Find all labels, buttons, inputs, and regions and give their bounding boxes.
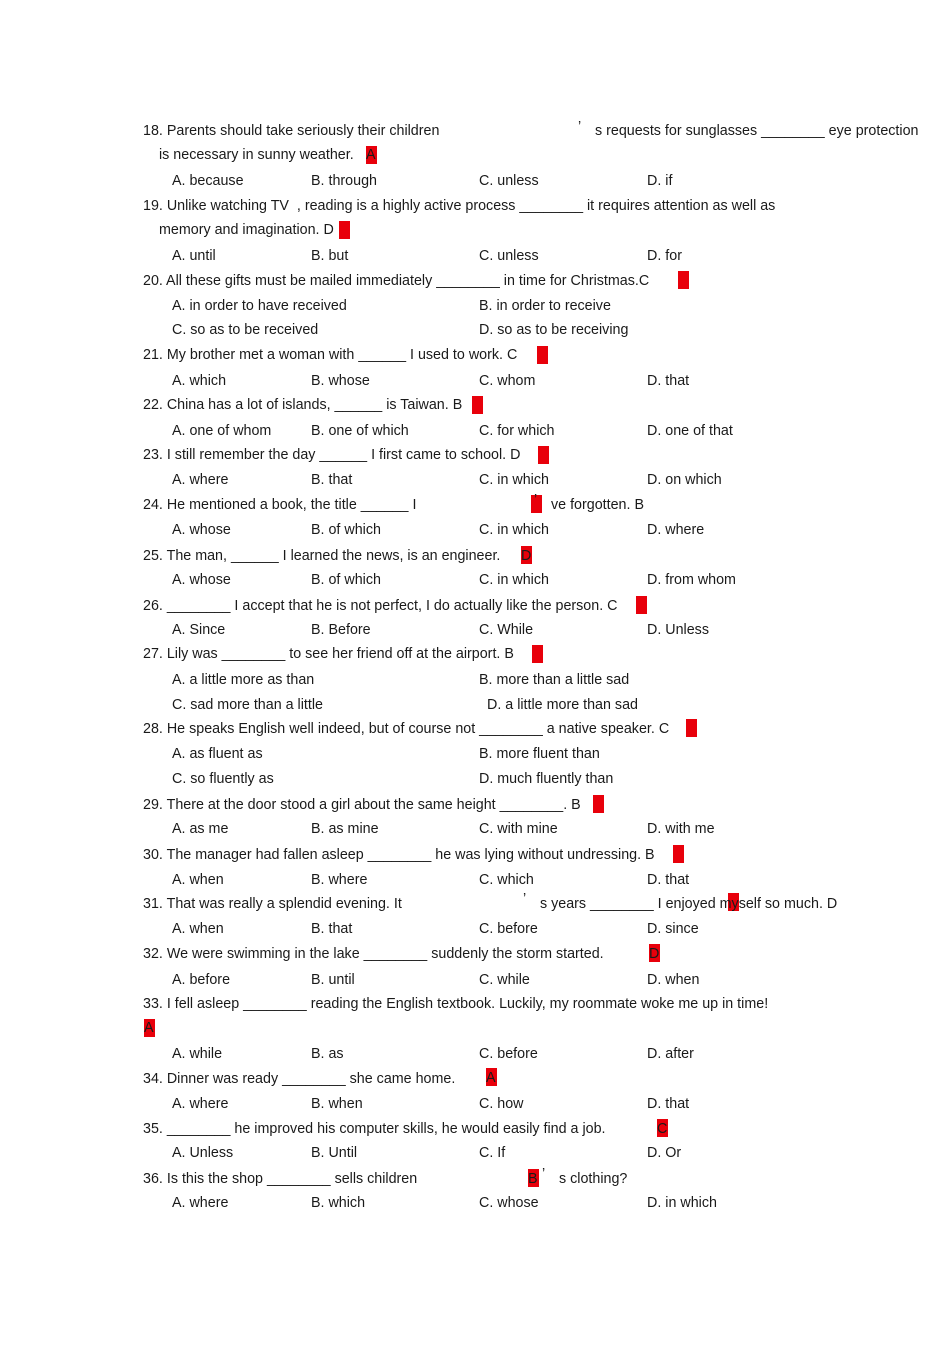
- answer-highlight: [339, 221, 350, 239]
- q28-option-c: C. so fluently as: [172, 771, 274, 787]
- q24-option-b: B. of which: [311, 522, 381, 538]
- q24-option-d: D. where: [647, 522, 705, 538]
- q31-stem: 31. That was really a splendid evening. It: [143, 896, 402, 912]
- q28-option-d: D. much fluently than: [479, 771, 614, 787]
- q29-option-c: C. with mine: [479, 821, 558, 837]
- q35-option-d: D. Or: [647, 1145, 682, 1161]
- q27-option-b: B. more than a little sad: [479, 672, 630, 688]
- answer-highlight: [678, 271, 689, 289]
- q31-stem-cont: s years ________ I enjoyed myself so much. D: [540, 896, 838, 912]
- q30-option-c: C. which: [479, 872, 534, 888]
- q22-option-a: A. one of whom: [172, 423, 272, 439]
- q35-option-a: A. Unless: [172, 1145, 234, 1161]
- q30-option-a: A. when: [172, 872, 224, 888]
- q32-option-d: D. when: [647, 972, 700, 988]
- q25-stem: 25. The man, ______ I learned the news, is an engineer.: [143, 548, 501, 564]
- q36-option-a: A. where: [172, 1195, 229, 1211]
- q32-option-a: A. before: [172, 972, 231, 988]
- q30-option-b: B. where: [311, 872, 368, 888]
- q33-option-c: C. before: [479, 1046, 538, 1062]
- q21-stem: 21. My brother met a woman with ______ I used to work. C: [143, 347, 518, 363]
- q28-option-a: A. as fluent as: [172, 746, 263, 762]
- q22-option-c: C. for which: [479, 423, 555, 439]
- q26-stem: 26. ________ I accept that he is not perfect, I do actually like the person. C: [143, 598, 618, 614]
- answer-highlight: [472, 396, 483, 414]
- q27-stem: 27. Lily was ________ to see her friend off at the airport. B: [143, 646, 514, 662]
- q19-option-a: A. until: [172, 248, 216, 264]
- answer-highlight: [686, 719, 697, 737]
- q27-option-a: A. a little more as than: [172, 672, 315, 688]
- q18-apostrophe: ’: [578, 119, 582, 135]
- q34-option-d: D. that: [647, 1096, 690, 1112]
- answer-highlight: [636, 596, 647, 614]
- q19-option-b: B. but: [311, 248, 349, 264]
- q36-option-c: C. whose: [479, 1195, 539, 1211]
- q33-option-a: A. while: [172, 1046, 223, 1062]
- q20-option-b: B. in order to receive: [479, 298, 611, 314]
- q33-option-b: B. as: [311, 1046, 344, 1062]
- q36-apostrophe: ’: [542, 1166, 546, 1182]
- q20-option-c: C. so as to be received: [172, 322, 319, 338]
- q18-option-c: C. unless: [479, 173, 539, 189]
- q31-apostrophe: ’: [523, 891, 527, 907]
- q33-option-d: D. after: [647, 1046, 694, 1062]
- q25-option-a: A. whose: [172, 572, 231, 588]
- q35-stem: 35. ________ he improved his computer skills, he would easily find a job.: [143, 1121, 606, 1137]
- q23-stem: 23. I still remember the day ______ I first came to school. D: [143, 447, 521, 463]
- q19-stem-line2: memory and imagination. D: [159, 222, 334, 238]
- q23-option-d: D. on which: [647, 472, 722, 488]
- q27-option-c: C. sad more than a little: [172, 697, 323, 713]
- q22-option-d: D. one of that: [647, 423, 733, 439]
- q24-stem-cont: ve forgotten. B: [551, 497, 644, 513]
- q23-option-b: B. that: [311, 472, 353, 488]
- q36-stem-cont: s clothing?: [559, 1171, 628, 1187]
- q36-option-b: B. which: [311, 1195, 366, 1211]
- q33-answer: A: [144, 1020, 154, 1036]
- q31-option-b: B. that: [311, 921, 353, 937]
- q34-option-a: A. where: [172, 1096, 229, 1112]
- q35-option-b: B. Until: [311, 1145, 358, 1161]
- q32-option-c: C. while: [479, 972, 530, 988]
- q36-stem: 36. Is this the shop ________ sells children: [143, 1171, 418, 1187]
- q32-stem: 32. We were swimming in the lake ________ suddenly the storm started.: [143, 946, 604, 962]
- q18-stem-cont: s requests for sunglasses ________ eye protection: [595, 123, 919, 139]
- q30-option-d: D. that: [647, 872, 690, 888]
- q36-option-d: D. in which: [647, 1195, 717, 1211]
- q30-stem: 30. The manager had fallen asleep ________ he was lying without undressing. B: [143, 847, 655, 863]
- q29-option-d: D. with me: [647, 821, 715, 837]
- q18-answer: A: [366, 147, 376, 163]
- q26-option-a: A. Since: [172, 622, 226, 638]
- q31-option-c: C. before: [479, 921, 538, 937]
- q34-answer: A: [486, 1070, 496, 1086]
- q19-option-c: C. unless: [479, 248, 539, 264]
- q18-stem: 18. Parents should take seriously their children: [143, 123, 440, 139]
- q18-option-b: B. through: [311, 173, 377, 189]
- q26-option-d: D. Unless: [647, 622, 709, 638]
- q29-option-b: B. as mine: [311, 821, 379, 837]
- q24-stem: 24. He mentioned a book, the title ______ I: [143, 497, 417, 513]
- q34-option-c: C. how: [479, 1096, 524, 1112]
- q23-option-a: A. where: [172, 472, 229, 488]
- answer-highlight: [673, 845, 684, 863]
- q26-option-c: C. While: [479, 622, 534, 638]
- q26-option-b: B. Before: [311, 622, 371, 638]
- q29-stem: 29. There at the door stood a girl about the same height ________. B: [143, 797, 581, 813]
- q25-option-b: B. of which: [311, 572, 381, 588]
- q35-answer: C: [657, 1121, 668, 1137]
- q20-stem: 20. All these gifts must be mailed immediately ________ in time for Christmas.C: [143, 273, 650, 289]
- q31-option-d: D. since: [647, 921, 699, 937]
- q22-stem: 22. China has a lot of islands, ______ is Taiwan. B: [143, 397, 463, 413]
- q32-answer: D: [649, 946, 660, 962]
- q24-option-a: A. whose: [172, 522, 231, 538]
- q33-stem: 33. I fell asleep ________ reading the English textbook. Luckily, my roommate woke me up in time!: [143, 996, 769, 1012]
- q36-answer: B: [528, 1171, 538, 1187]
- q25-option-c: C. in which: [479, 572, 549, 588]
- q21-option-a: A. which: [172, 373, 227, 389]
- q31-option-a: A. when: [172, 921, 224, 937]
- answer-highlight: [593, 795, 604, 813]
- q29-option-a: A. as me: [172, 821, 229, 837]
- q35-option-c: C. If: [479, 1145, 506, 1161]
- q19-stem: 19. Unlike watching TV , reading is a highly active process ________ it requires attention as well as: [143, 198, 776, 214]
- q27-option-d: D. a little more than sad: [487, 697, 638, 713]
- q22-option-b: B. one of which: [311, 423, 409, 439]
- answer-highlight: [532, 645, 543, 663]
- q34-option-b: B. when: [311, 1096, 363, 1112]
- q28-stem: 28. He speaks English well indeed, but of course not ________ a native speaker. C: [143, 721, 670, 737]
- q21-option-b: B. whose: [311, 373, 370, 389]
- q28-option-b: B. more fluent than: [479, 746, 600, 762]
- q18-option-d: D. if: [647, 173, 673, 189]
- q32-option-b: B. until: [311, 972, 355, 988]
- q18-option-a: A. because: [172, 173, 244, 189]
- q18-stem-line2: is necessary in sunny weather.: [159, 147, 354, 163]
- answer-highlight: [538, 446, 549, 464]
- q21-option-c: C. whom: [479, 373, 536, 389]
- q34-stem: 34. Dinner was ready ________ she came home.: [143, 1071, 456, 1087]
- q25-option-d: D. from whom: [647, 572, 736, 588]
- q21-option-d: D. that: [647, 373, 690, 389]
- q20-option-a: A. in order to have received: [172, 298, 347, 314]
- answer-highlight: [537, 346, 548, 364]
- q20-option-d: D. so as to be receiving: [479, 322, 629, 338]
- q19-option-d: D. for: [647, 248, 682, 264]
- q24-apostrophe: ’: [534, 492, 538, 508]
- q25-answer: D: [521, 548, 532, 564]
- q23-option-c: C. in which: [479, 472, 549, 488]
- q24-option-c: C. in which: [479, 522, 549, 538]
